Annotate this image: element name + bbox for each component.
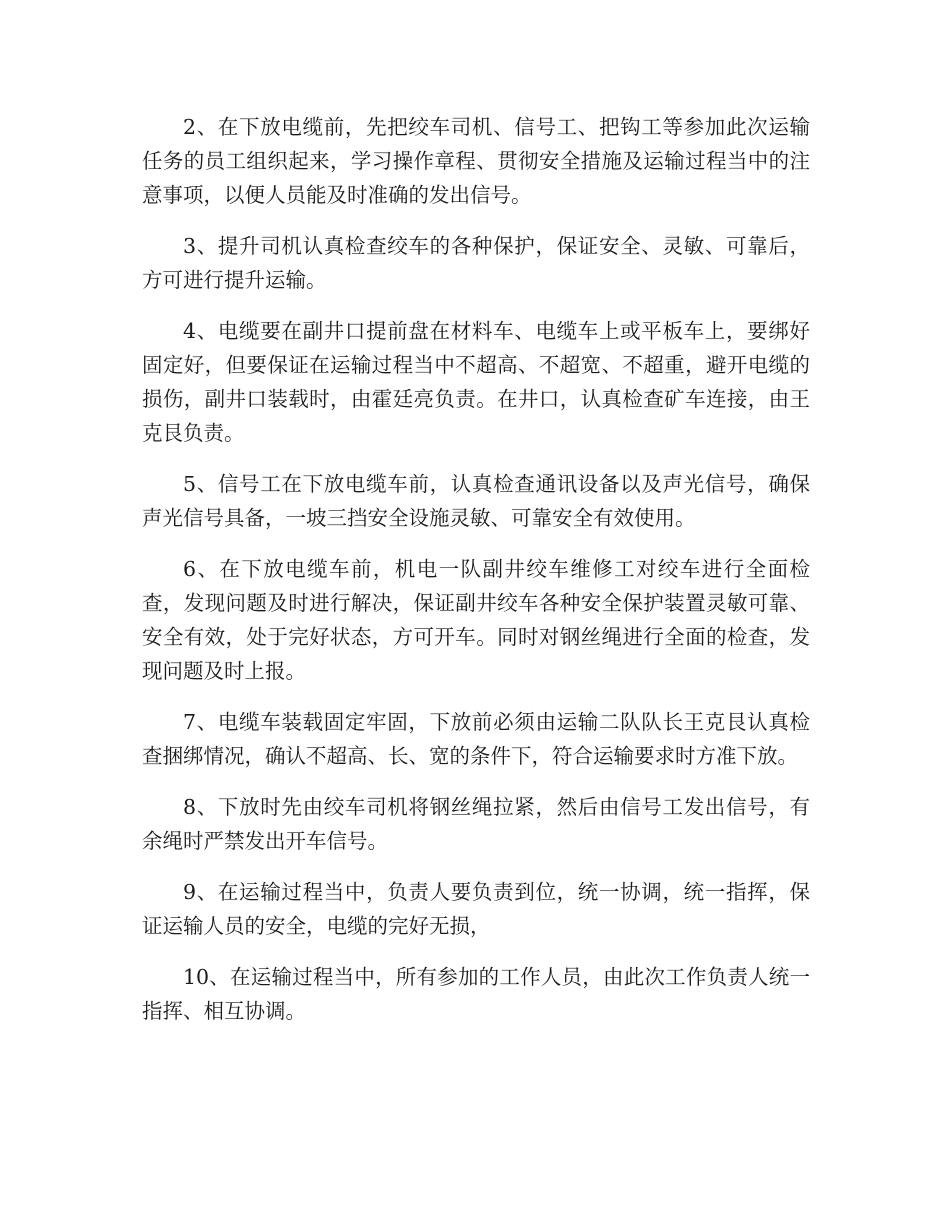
paragraph-item-4: 4、电缆要在副井口提前盘在材料车、电缆车上或平板车上，要绑好固定好，但要保证在运输过程当中不超高、不超宽、不超重，避开电缆的损伤，副井口装载时，由霍廷亮负责。在井口，认真检查矿车连接，由王克艮负责。 [142,319,810,445]
paragraph-item-3: 3、提升司机认真检查绞车的各种保护，保证安全、灵敏、可靠后，方可进行提升运输。 [142,234,810,292]
paragraph-item-5: 5、信号工在下放电缆车前，认真检查通讯设备以及声光信号，确保声光信号具备，一坡三挡安全设施灵敏、可靠安全有效使用。 [142,472,810,530]
document-page [142,110,810,1045]
paragraph-item-9: 9、在运输过程当中，负责人要负责到位，统一协调，统一指挥，保证运输人员的安全，电缆的完好无损， [142,880,810,938]
paragraph-item-7: 7、电缆车装载固定牢固，下放前必须由运输二队队长王克艮认真检查捆绑情况，确认不超高、长、宽的条件下，符合运输要求时方准下放。 [142,710,810,768]
paragraph-item-8: 8、下放时先由绞车司机将钢丝绳拉紧，然后由信号工发出信号，有余绳时严禁发出开车信号。 [142,795,810,853]
paragraph-item-2: 2、在下放电缆前，先把绞车司机、信号工、把钩工等参加此次运输任务的员工组织起来，学习操作章程、贯彻安全措施及运输过程当中的注意事项，以便人员能及时准确的发出信号。 [142,115,810,207]
paragraph-item-10: 10、在运输过程当中，所有参加的工作人员，由此次工作负责人统一指挥、相互协调。 [142,965,810,1023]
paragraph-item-6: 6、在下放电缆车前，机电一队副井绞车维修工对绞车进行全面检查，发现问题及时进行解决，保证副井绞车各种安全保护装置灵敏可靠、安全有效，处于完好状态，方可开车。同时对钢丝绳进行全面的检查，发现问题及时上报。 [142,557,810,683]
